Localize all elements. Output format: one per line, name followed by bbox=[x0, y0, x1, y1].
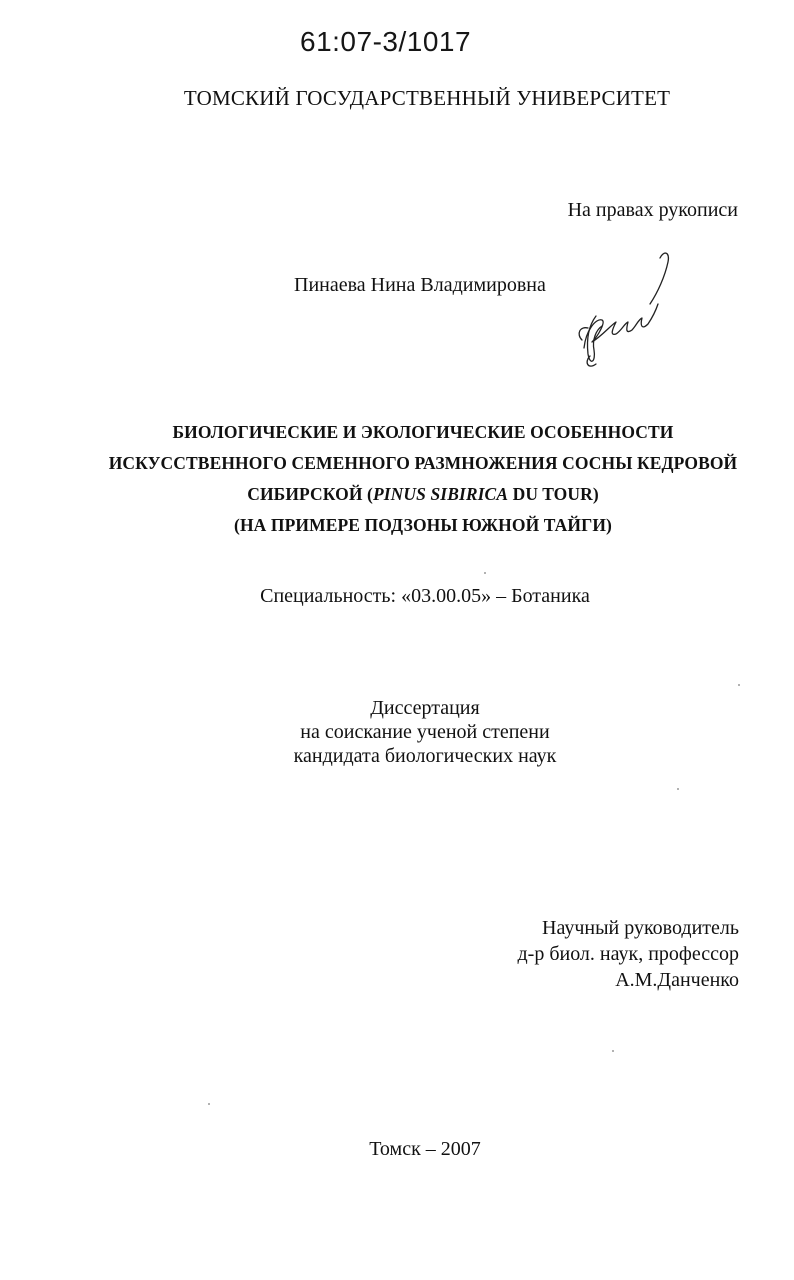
advisor-block bbox=[517, 915, 739, 993]
degree-line: Диссертация bbox=[370, 697, 480, 719]
species-name-italic: PINUS SIBIRICA bbox=[372, 484, 509, 504]
scan-speck bbox=[738, 684, 740, 686]
library-stamp-code: 61:07-3/1017 bbox=[300, 26, 472, 57]
advisor-role: Научный руководитель bbox=[542, 917, 739, 939]
title-line: БИОЛОГИЧЕСКИЕ И ЭКОЛОГИЧЕСКИЕ ОСОБЕННОСТИ bbox=[172, 422, 674, 442]
manuscript-rights-note: На правах рукописи bbox=[567, 199, 738, 221]
title-line: (НА ПРИМЕРЕ ПОДЗОНЫ ЮЖНОЙ ТАЙГИ) bbox=[234, 515, 612, 535]
title-line-suffix: DU TOUR) bbox=[508, 484, 599, 504]
scan-speck bbox=[208, 1103, 210, 1105]
degree-line: на соискание ученой степени bbox=[300, 721, 550, 743]
signature-icon bbox=[566, 244, 676, 374]
degree-block bbox=[0, 696, 794, 768]
degree-line: кандидата биологических наук bbox=[293, 745, 557, 767]
title-line bbox=[0, 479, 794, 510]
advisor-credentials: д-р биол. наук, профессор bbox=[517, 943, 739, 965]
scan-speck bbox=[484, 572, 486, 574]
scan-speck bbox=[677, 788, 679, 790]
dissertation-title bbox=[0, 417, 794, 541]
author-name: Пинаева Нина Владимировна bbox=[294, 274, 546, 296]
specialty-line: Специальность: «03.00.05» – Ботаника bbox=[260, 585, 590, 607]
university-name: ТОМСКИЙ ГОСУДАРСТВЕННЫЙ УНИВЕРСИТЕТ bbox=[183, 86, 671, 110]
scan-speck bbox=[612, 1050, 614, 1052]
title-line: ИСКУССТВЕННОГО СЕМЕННОГО РАЗМНОЖЕНИЯ СОСНЫ КЕДРОВОЙ bbox=[108, 453, 738, 473]
title-line-prefix: СИБИРСКОЙ ( bbox=[247, 484, 373, 504]
city-year: Томск – 2007 bbox=[369, 1138, 481, 1160]
advisor-name: А.М.Данченко bbox=[615, 969, 739, 991]
